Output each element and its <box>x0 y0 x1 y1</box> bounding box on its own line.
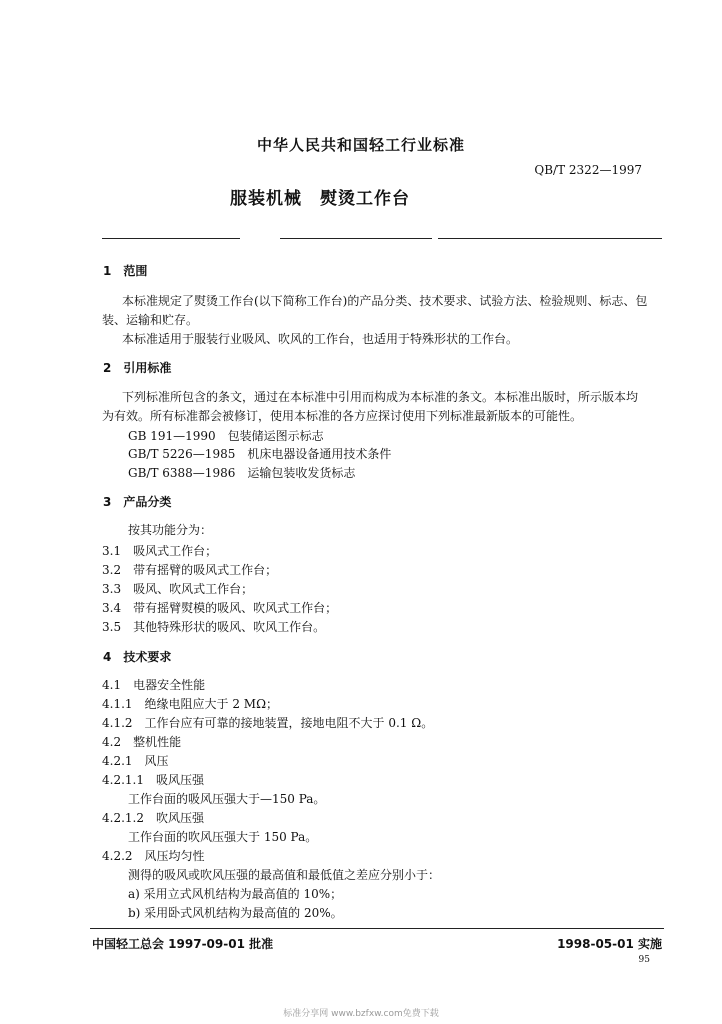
section-1-paragraph-1-line-2: 装、运输和贮存。 <box>102 313 199 327</box>
clause-4-2-2-text: 测得的吸风或吹风压强的最高值和最低值之差应分别小于： <box>128 868 441 882</box>
section-2-paragraph-line-1: 下列标准所包含的条文，通过在本标准中引用而构成为本标准的条文。本标准出版时，所示版本均 <box>122 390 639 404</box>
implementation-date: 1998-05-01 实施 <box>557 937 662 951</box>
approval-date: 中国轻工总会 1997-09-01 批准 <box>92 937 274 951</box>
standard-code: QB/T 2322—1997 <box>534 163 642 177</box>
header-rule-gap <box>240 233 280 243</box>
clause-4-2-2: 4.2.2 风压均匀性 <box>102 849 205 863</box>
clause-4-2-2-item-a: a) 采用立式风机结构为最高值的 10%； <box>128 887 343 901</box>
section-1-paragraph-1-line-1: 本标准规定了熨烫工作台(以下简称工作台)的产品分类、技术要求、试验方法、检验规则、标志、包 <box>122 294 648 308</box>
reference-standard: GB/T 6388—1986 运输包装收发货标志 <box>128 466 356 480</box>
section-2-paragraph-line-2: 为有效。所有标准都会被修订，使用本标准的各方应探讨使用下列标准最新版本的可能性。 <box>102 409 583 423</box>
footer-rule <box>90 928 664 929</box>
classification-item: 3.3 吸风、吹风式工作台； <box>102 582 254 596</box>
section-1-paragraph-2: 本标准适用于服装行业吸风、吹风的工作台，也适用于特殊形状的工作台。 <box>122 332 519 346</box>
classification-item: 3.4 带有摇臂熨模的吸风、吹风式工作台； <box>102 601 338 615</box>
clause-4-2-2-item-b: b) 采用卧式风机结构为最高值的 20%。 <box>128 906 343 920</box>
clause-4-1: 4.1 电器安全性能 <box>102 678 206 692</box>
issuing-body-title: 中华人民共和国轻工行业标准 <box>256 136 465 154</box>
section-3-intro: 按其功能分为： <box>128 523 213 537</box>
clause-4-2-1-2: 4.2.1.2 吹风压强 <box>102 811 204 825</box>
header-rule <box>102 238 662 239</box>
clause-4-1-1: 4.1.1 绝缘电阻应大于 2 MΩ； <box>102 697 279 711</box>
section-4-heading: 4 技术要求 <box>103 650 172 664</box>
classification-item: 3.1 吸风式工作台； <box>102 544 218 558</box>
clause-4-2-1-2-text: 工作台面的吹风压强大于 150 Pa。 <box>128 830 318 844</box>
clause-4-2: 4.2 整机性能 <box>102 735 182 749</box>
clause-4-1-2: 4.1.2 工作台应有可靠的接地装置，接地电阻不大于 0.1 Ω。 <box>102 716 434 730</box>
section-2-heading: 2 引用标准 <box>103 361 172 375</box>
watermark: 标准分享网 www.bzfxw.com免费下载 <box>283 1009 439 1019</box>
clause-4-2-1-1: 4.2.1.1 吸风压强 <box>102 773 204 787</box>
section-1-heading: 1 范围 <box>103 264 148 278</box>
clause-4-2-1: 4.2.1 风压 <box>102 754 169 768</box>
document-title: 服装机械 熨烫工作台 <box>230 189 410 209</box>
clause-4-2-1-1-text: 工作台面的吸风压强大于—150 Pa。 <box>128 792 326 806</box>
section-3-heading: 3 产品分类 <box>103 495 172 509</box>
reference-standard: GB 191—1990 包装储运图示标志 <box>128 429 324 443</box>
classification-item: 3.2 带有摇臂的吸风式工作台； <box>102 563 278 577</box>
reference-standard: GB/T 5226—1985 机床电器设备通用技术条件 <box>128 447 392 461</box>
page-number: 95 <box>638 955 650 965</box>
header-rule-gap-2 <box>432 234 438 242</box>
classification-item: 3.5 其他特殊形状的吸风、吹风工作台。 <box>102 620 326 634</box>
